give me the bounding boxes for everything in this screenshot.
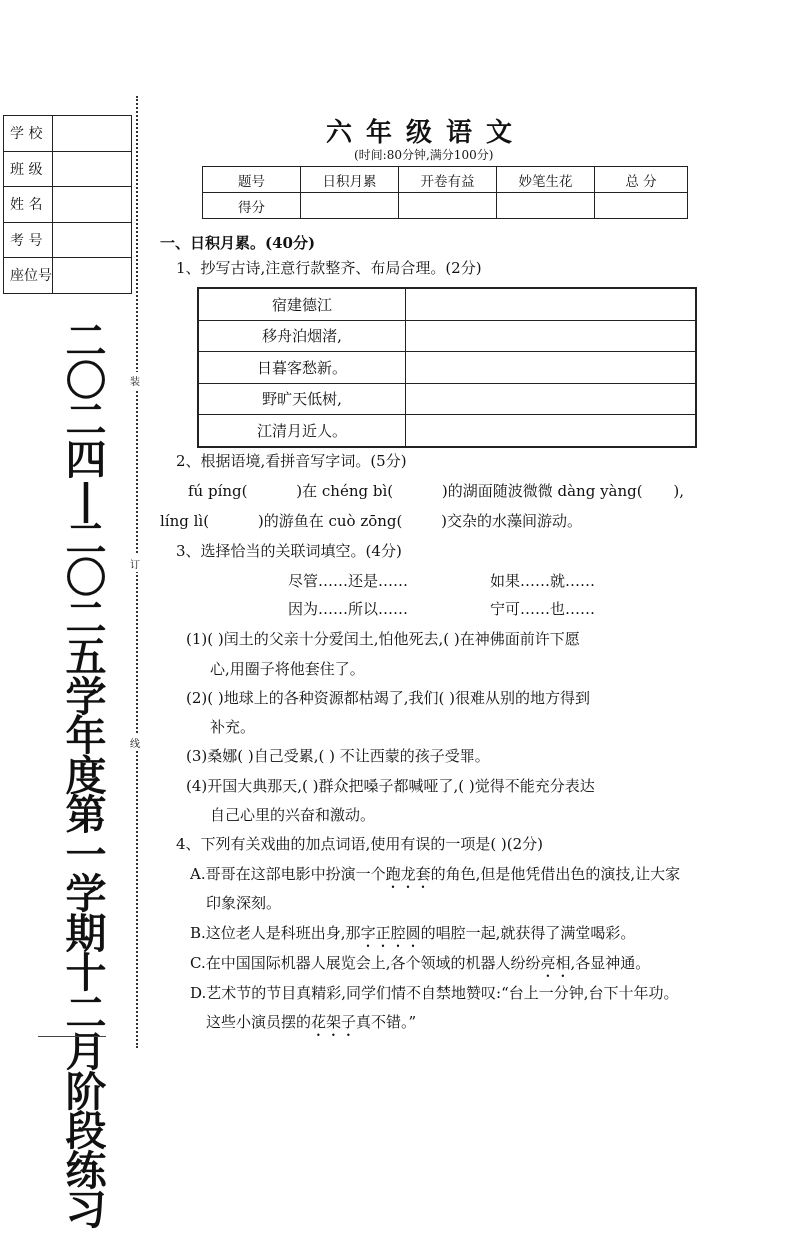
q4-b-dotted-word: 字正腔圆 (360, 924, 421, 942)
q4-option-c (190, 952, 650, 981)
q4-b-text: B.这位老人是科班出身,那 (190, 924, 361, 942)
score-header-total: 总 分 (595, 167, 688, 193)
info-row (4, 187, 132, 223)
score-cell[interactable] (497, 193, 595, 219)
divider (38, 1036, 106, 1037)
info-row (4, 222, 132, 258)
vertical-title-char: 一 (65, 830, 107, 879)
vertical-title-char: 五 (65, 633, 107, 681)
q3-option-3: 因为……所以…… (288, 600, 409, 618)
q4-option-a-cont: 印象深刻。 (206, 894, 282, 912)
q4-a-text: A.哥哥在这部电影中扮演一个 (190, 865, 386, 883)
vertical-title-char: 二 (65, 593, 107, 642)
q4-d-dotted-word: 花架子 (311, 1013, 357, 1031)
vertical-title-char: 二 (65, 988, 107, 1037)
q2-line1-end: ), (668, 482, 684, 500)
vertical-title-char: 度 (65, 751, 107, 800)
poem-row (198, 415, 696, 447)
vertical-title-char: 习 (65, 1186, 107, 1234)
q2-line2 (160, 510, 582, 531)
vertical-title-char: 十 (65, 949, 107, 997)
poem-row (198, 320, 696, 352)
vertical-title-char: 第 (65, 791, 107, 839)
q4-a-text-end: 的角色,但是他凭借出色的演技,让大家 (430, 865, 681, 883)
q4-d-text-end: 真不错。” (356, 1013, 417, 1031)
binding-dotted-line (136, 96, 138, 1048)
info-row (4, 258, 132, 294)
score-header-kjyy: 开卷有益 (399, 167, 497, 193)
poem-line: 移舟泊烟渚, (198, 320, 406, 352)
q4-option-b (190, 922, 635, 951)
vertical-title-char: 二 (65, 317, 107, 365)
score-header-rjyl: 日积月累 (301, 167, 399, 193)
vertical-title-char: 练 (65, 1146, 107, 1195)
vertical-title-char: 学 (65, 870, 107, 918)
info-input-cell[interactable] (53, 151, 132, 187)
q3-option-2: 如果……就…… (490, 572, 596, 590)
q2-line1 (188, 480, 684, 501)
q4-option-d-cont (206, 1011, 416, 1040)
poem-line: 宿建德江 (198, 288, 406, 320)
q4-d-text: 这些小演员摆的 (206, 1013, 312, 1031)
score-cell[interactable] (399, 193, 497, 219)
q4-c-dotted-word: 亮相 (540, 954, 571, 972)
info-label: 学 校 (4, 116, 53, 152)
poem-row (198, 288, 696, 320)
info-input-cell[interactable] (53, 116, 132, 152)
q3-item-4-cont: 自己心里的兴奋和激动。 (210, 806, 376, 824)
q3-option-4: 宁可……也…… (490, 600, 596, 618)
score-header-item: 题号 (203, 167, 301, 193)
score-row-label: 得分 (203, 193, 301, 219)
q4-option-d: D.艺术节的节目真精彩,同学们情不自禁地赞叹:“台上一分钟,台下十年功。 (190, 984, 679, 1002)
info-label: 座位号 (4, 258, 53, 294)
vertical-exam-title (58, 317, 114, 1234)
info-label: 姓 名 (4, 187, 53, 223)
q2-blank-fuping: fú píng( (188, 482, 248, 500)
q2-prompt: 2、根据语境,看拼音写字词。(5分) (176, 452, 407, 470)
poem-copy-cell[interactable] (406, 415, 697, 447)
q4-option-a (190, 863, 680, 892)
score-cell[interactable] (301, 193, 399, 219)
poem-copy-cell[interactable] (406, 288, 697, 320)
q3-item-2: (2)( )地球上的各种资源都枯竭了,我们( )很难从别的地方得到 (186, 689, 590, 707)
info-input-cell[interactable] (53, 258, 132, 294)
binding-label-xian: 线 (130, 734, 140, 751)
q2-line2-end: )交杂的水藻间游动。 (436, 512, 583, 530)
q2-blank-dangyang: )的湖面随波微微 dàng yàng( (437, 482, 643, 500)
q3-option-1: 尽管……还是…… (288, 572, 409, 590)
poem-table (197, 287, 697, 448)
poem-copy-cell[interactable] (406, 352, 697, 384)
poem-line: 野旷天低树, (198, 383, 406, 415)
vertical-title-char: 二 (65, 396, 107, 444)
vertical-title-char: 段 (65, 1107, 107, 1155)
score-header-mbsh: 妙笔生花 (497, 167, 595, 193)
vertical-title-char: 年 (65, 712, 107, 760)
info-label: 考 号 (4, 222, 53, 258)
q4-c-text-end: ,各显神通。 (570, 954, 651, 972)
q4-prompt: 4、下列有关戏曲的加点词语,使用有误的一项是( )(2分) (176, 835, 544, 853)
poem-line: 日暮客愁新。 (198, 352, 406, 384)
poem-row (198, 383, 696, 415)
vertical-title-char: 〇 (65, 554, 107, 602)
page-title: 六年级语文 (326, 118, 527, 148)
vertical-title-char: 四 (65, 435, 107, 484)
q3-prompt: 3、选择恰当的关联词填空。(4分) (176, 542, 402, 560)
q4-b-text-end: 的唱腔一起,就获得了满堂喝彩。 (420, 924, 636, 942)
score-table (202, 166, 688, 219)
q3-item-4: (4)开国大典那天,( )群众把嗓子都喊哑了,( )觉得不能充分表达 (186, 777, 595, 795)
q4-a-dotted-word: 跑龙套 (385, 865, 431, 883)
section1-heading: 一、日积月累。(40分) (160, 234, 316, 252)
q3-item-2-cont: 补充。 (210, 718, 256, 736)
poem-row (198, 352, 696, 384)
info-row (4, 116, 132, 152)
vertical-title-char: 〇 (65, 356, 107, 405)
student-info-table (3, 115, 132, 294)
info-input-cell[interactable] (53, 222, 132, 258)
q1-prompt: 1、抄写古诗,注意行款整齐、布局合理。(2分) (176, 259, 482, 277)
exam-time-info: (时间:80分钟,满分100分) (354, 148, 494, 162)
binding-label-ding: 订 (130, 555, 140, 572)
q2-blank-lingli: líng lì( (160, 512, 210, 530)
poem-line: 江清月近人。 (198, 415, 406, 447)
q3-item-1: (1)( )闰土的父亲十分爱闰土,怕他死去,( )在神佛面前许下愿 (186, 630, 580, 648)
score-cell[interactable] (595, 193, 688, 219)
vertical-title-char: 学 (65, 672, 107, 721)
q3-item-3: (3)桑娜( )自己受累,( ) 不让西蒙的孩子受罪。 (186, 747, 490, 765)
binding-label-zhuang: 装 (130, 372, 140, 389)
info-input-cell[interactable] (53, 187, 132, 223)
vertical-title-char: 期 (65, 909, 107, 958)
info-row (4, 151, 132, 187)
info-label: 班 级 (4, 151, 53, 187)
vertical-title-char: 月 (65, 1028, 107, 1076)
vertical-title-char: | (78, 475, 94, 523)
q3-item-1-cont: 心,用圈子将他套住了。 (210, 660, 365, 678)
q2-blank-cuozong: )的游鱼在 cuò zōng( (253, 512, 403, 530)
vertical-title-char: 阶 (65, 1067, 107, 1116)
poem-copy-cell[interactable] (406, 383, 697, 415)
q2-blank-chengbi: )在 chéng bì( (291, 482, 394, 500)
vertical-title-char: 二 (65, 514, 107, 563)
poem-copy-cell[interactable] (406, 320, 697, 352)
q4-c-text: C.在中国国际机器人展览会上,各个领域的机器人纷纷 (190, 954, 541, 972)
